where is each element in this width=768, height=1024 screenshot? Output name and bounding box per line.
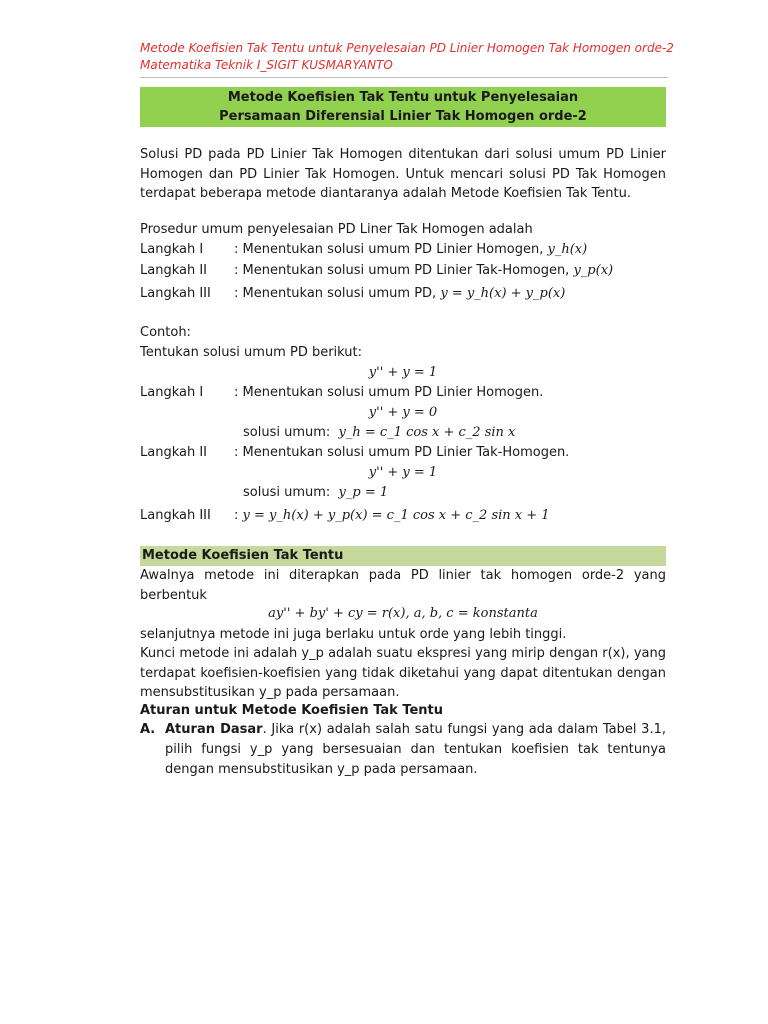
step-math: y_h(x) [547, 242, 588, 257]
step-text: : Menentukan solusi umum PD Linier Homogen, [234, 242, 548, 257]
document-title [140, 87, 666, 127]
example-task: Tentukan solusi umum PD berikut: [140, 345, 363, 360]
example-step-2 [140, 443, 569, 462]
step-text: : Menentukan solusi umum PD Linier Tak-Homogen, [234, 263, 574, 278]
procedure-step-3 [140, 284, 565, 303]
section-p3-line-3: mensubstitusikan y_p pada persamaan. [140, 685, 400, 700]
section-heading [140, 546, 666, 566]
intro-line-3: terdapat beberapa metode diantaranya adalah Metode Koefisien Tak Tentu. [140, 186, 632, 201]
intro-line-2: Homogen dan PD Linier Tak Homogen. Untuk mencari solusi PD Tak Homogen [140, 166, 666, 182]
solution-label: solusi umum: [243, 425, 331, 440]
example-equation-1: y'' + y = 1 [368, 365, 438, 380]
title-line-1: Metode Koefisien Tak Tentu untuk Penyelesaian [227, 90, 579, 105]
intro-line-1: Solusi PD pada PD Linier Tak Homogen ditentukan dari solusi umum PD Linier [140, 147, 666, 162]
procedure-step-1 [140, 240, 587, 259]
intro-paragraph [140, 145, 666, 204]
section-paragraph-3 [140, 644, 666, 703]
solution-label: solusi umum: [243, 485, 331, 500]
title-line-2: Persamaan Diferensial Linier Tak Homogen orde-2 [219, 109, 587, 124]
section-heading-text: Metode Koefisien Tak Tentu [142, 548, 344, 563]
step-label: Langkah III [140, 508, 211, 523]
example-equation-2: y'' + y = 0 [368, 405, 438, 420]
section-p1-line-1: Awalnya metode ini diterapkan pada PD linier tak homogen orde-2 yang [140, 568, 666, 583]
general-form-equation: ay'' + by' + cy = r(x), a, b, c = konstanta [268, 606, 538, 621]
rule-a [140, 720, 666, 780]
step-label: Langkah III [140, 286, 211, 301]
page-header [140, 40, 674, 78]
rules-heading: Aturan untuk Metode Koefisien Tak Tentu [140, 703, 444, 718]
rule-a-text: . Jika r(x) adalah salah satu fungsi yang ada dalam Tabel 3.1, pilih fungsi y_p yang bersesuaian dan tentukan koefisien tak tentunya dengan mensubstitusikan y_p pada persamaan. [165, 722, 666, 777]
step-label: Langkah I [140, 242, 204, 257]
section-paragraph-2: selanjutnya metode ini juga berlaku untuk orde yang lebih tinggi. [140, 627, 567, 642]
rule-a-marker: A. [140, 722, 156, 737]
header-line-1: Metode Koefisien Tak Tentu untuk Penyelesaian PD Linier Homogen Tak Homogen orde-2 [140, 41, 674, 55]
step-text: : Menentukan solusi umum PD Linier Tak-Homogen. [234, 445, 570, 460]
particular-solution [243, 483, 388, 502]
step-text: : Menentukan solusi umum PD Linier Homogen. [234, 385, 544, 400]
step-text: : [234, 508, 239, 523]
section-p3-line-1: Kunci metode ini adalah y_p adalah suatu ekspresi yang mirip dengan r(x), yang [140, 646, 666, 661]
example-equation-3: y'' + y = 1 [368, 465, 438, 480]
procedure-heading: Prosedur umum penyelesaian PD Liner Tak Homogen adalah [140, 222, 533, 237]
step-math: y_p(x) [573, 263, 614, 278]
section-paragraph-1 [140, 566, 666, 605]
general-solution-math: y = y_h(x) + y_p(x) = c_1 cos x + c_2 sin x + 1 [242, 508, 550, 523]
step-label: Langkah II [140, 263, 208, 278]
rule-a-title: Aturan Dasar [165, 722, 263, 737]
solution-math: y_p = 1 [338, 485, 389, 500]
solution-math: y_h = c_1 cos x + c_2 sin x [338, 425, 516, 440]
example-step-1 [140, 383, 543, 402]
step-text: : Menentukan solusi umum PD, [234, 286, 441, 301]
rule-a-body [165, 720, 666, 780]
example-step-3 [140, 506, 550, 525]
step-label: Langkah II [140, 445, 208, 460]
step-label: Langkah I [140, 385, 204, 400]
step-math: y = y_h(x) + y_p(x) [440, 286, 566, 301]
header-line-2: Matematika Teknik I_SIGIT KUSMARYANTO [140, 58, 393, 72]
homogeneous-solution [243, 423, 515, 442]
procedure-step-2 [140, 261, 613, 280]
example-label: Contoh: [140, 325, 191, 340]
section-p3-line-2: terdapat koefisien-koefisien yang tidak diketahui yang dapat ditentukan dengan [140, 665, 666, 681]
section-p1-line-2: berbentuk [140, 587, 207, 603]
